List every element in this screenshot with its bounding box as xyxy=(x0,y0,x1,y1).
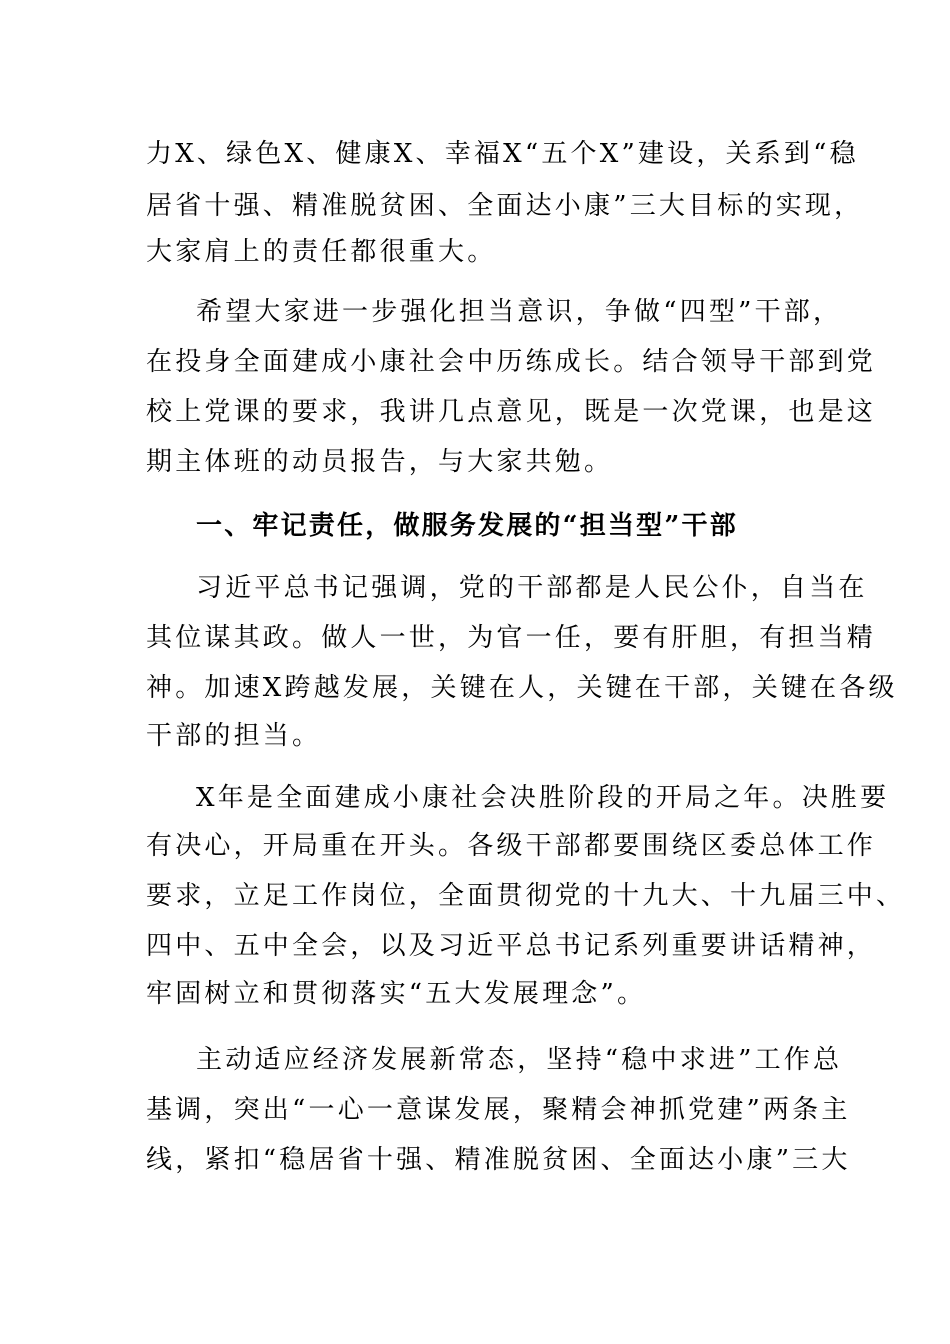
paragraph-line: 要求，立足工作岗位，全面贯彻党的十九大、十九届三中、 xyxy=(146,881,906,911)
paragraph-line: 干部的担当。 xyxy=(146,721,322,751)
paragraph-line: 线，紧扣“稳居省十强、精准脱贫困、全面达小康”三大 xyxy=(146,1145,851,1175)
paragraph-line: 在投身全面建成小康社会中历练成长。结合领导干部到党 xyxy=(146,347,877,377)
paragraph-line: 神。加速X跨越发展，关键在人，关键在干部，关键在各级 xyxy=(146,673,898,703)
paragraph-line: 有决心，开局重在开头。各级干部都要围绕区委总体工作 xyxy=(146,831,877,861)
paragraph-line: X年是全面建成小康社会决胜阶段的开局之年。决胜要 xyxy=(196,783,890,813)
paragraph-line: 期主体班的动员报告，与大家共勉。 xyxy=(146,447,614,477)
paragraph-line: 其位谋其政。做人一世，为官一任，要有肝胆，有担当精 xyxy=(146,623,877,653)
paragraph-line: 校上党课的要求，我讲几点意见，既是一次党课，也是这 xyxy=(146,397,877,427)
paragraph-line: 习近平总书记强调，党的干部都是人民公仆，自当在 xyxy=(196,573,868,603)
section-heading: 一、牢记责任，做服务发展的“担当型”干部 xyxy=(196,511,738,541)
paragraph-line: 大家肩上的责任都很重大。 xyxy=(146,237,497,267)
paragraph-line: 基调，突出“一心一意谋发展，聚精会神抓党建”两条主 xyxy=(146,1095,851,1125)
paragraph-line: 四中、五中全会，以及习近平总书记系列重要讲话精神， xyxy=(146,931,877,961)
paragraph-line: 主动适应经济发展新常态，坚持“稳中求进”工作总 xyxy=(196,1045,843,1075)
paragraph-line: 牢固树立和贯彻落实“五大发展理念”。 xyxy=(146,979,647,1009)
paragraph-line: 力X、绿色X、健康X、幸福X“五个X”建设，关系到“稳 xyxy=(146,139,859,169)
paragraph-line: 希望大家进一步强化担当意识，争做“四型”干部， xyxy=(196,297,843,327)
paragraph-line: 居省十强、精准脱贫困、全面达小康”三大目标的实现， xyxy=(146,191,864,221)
